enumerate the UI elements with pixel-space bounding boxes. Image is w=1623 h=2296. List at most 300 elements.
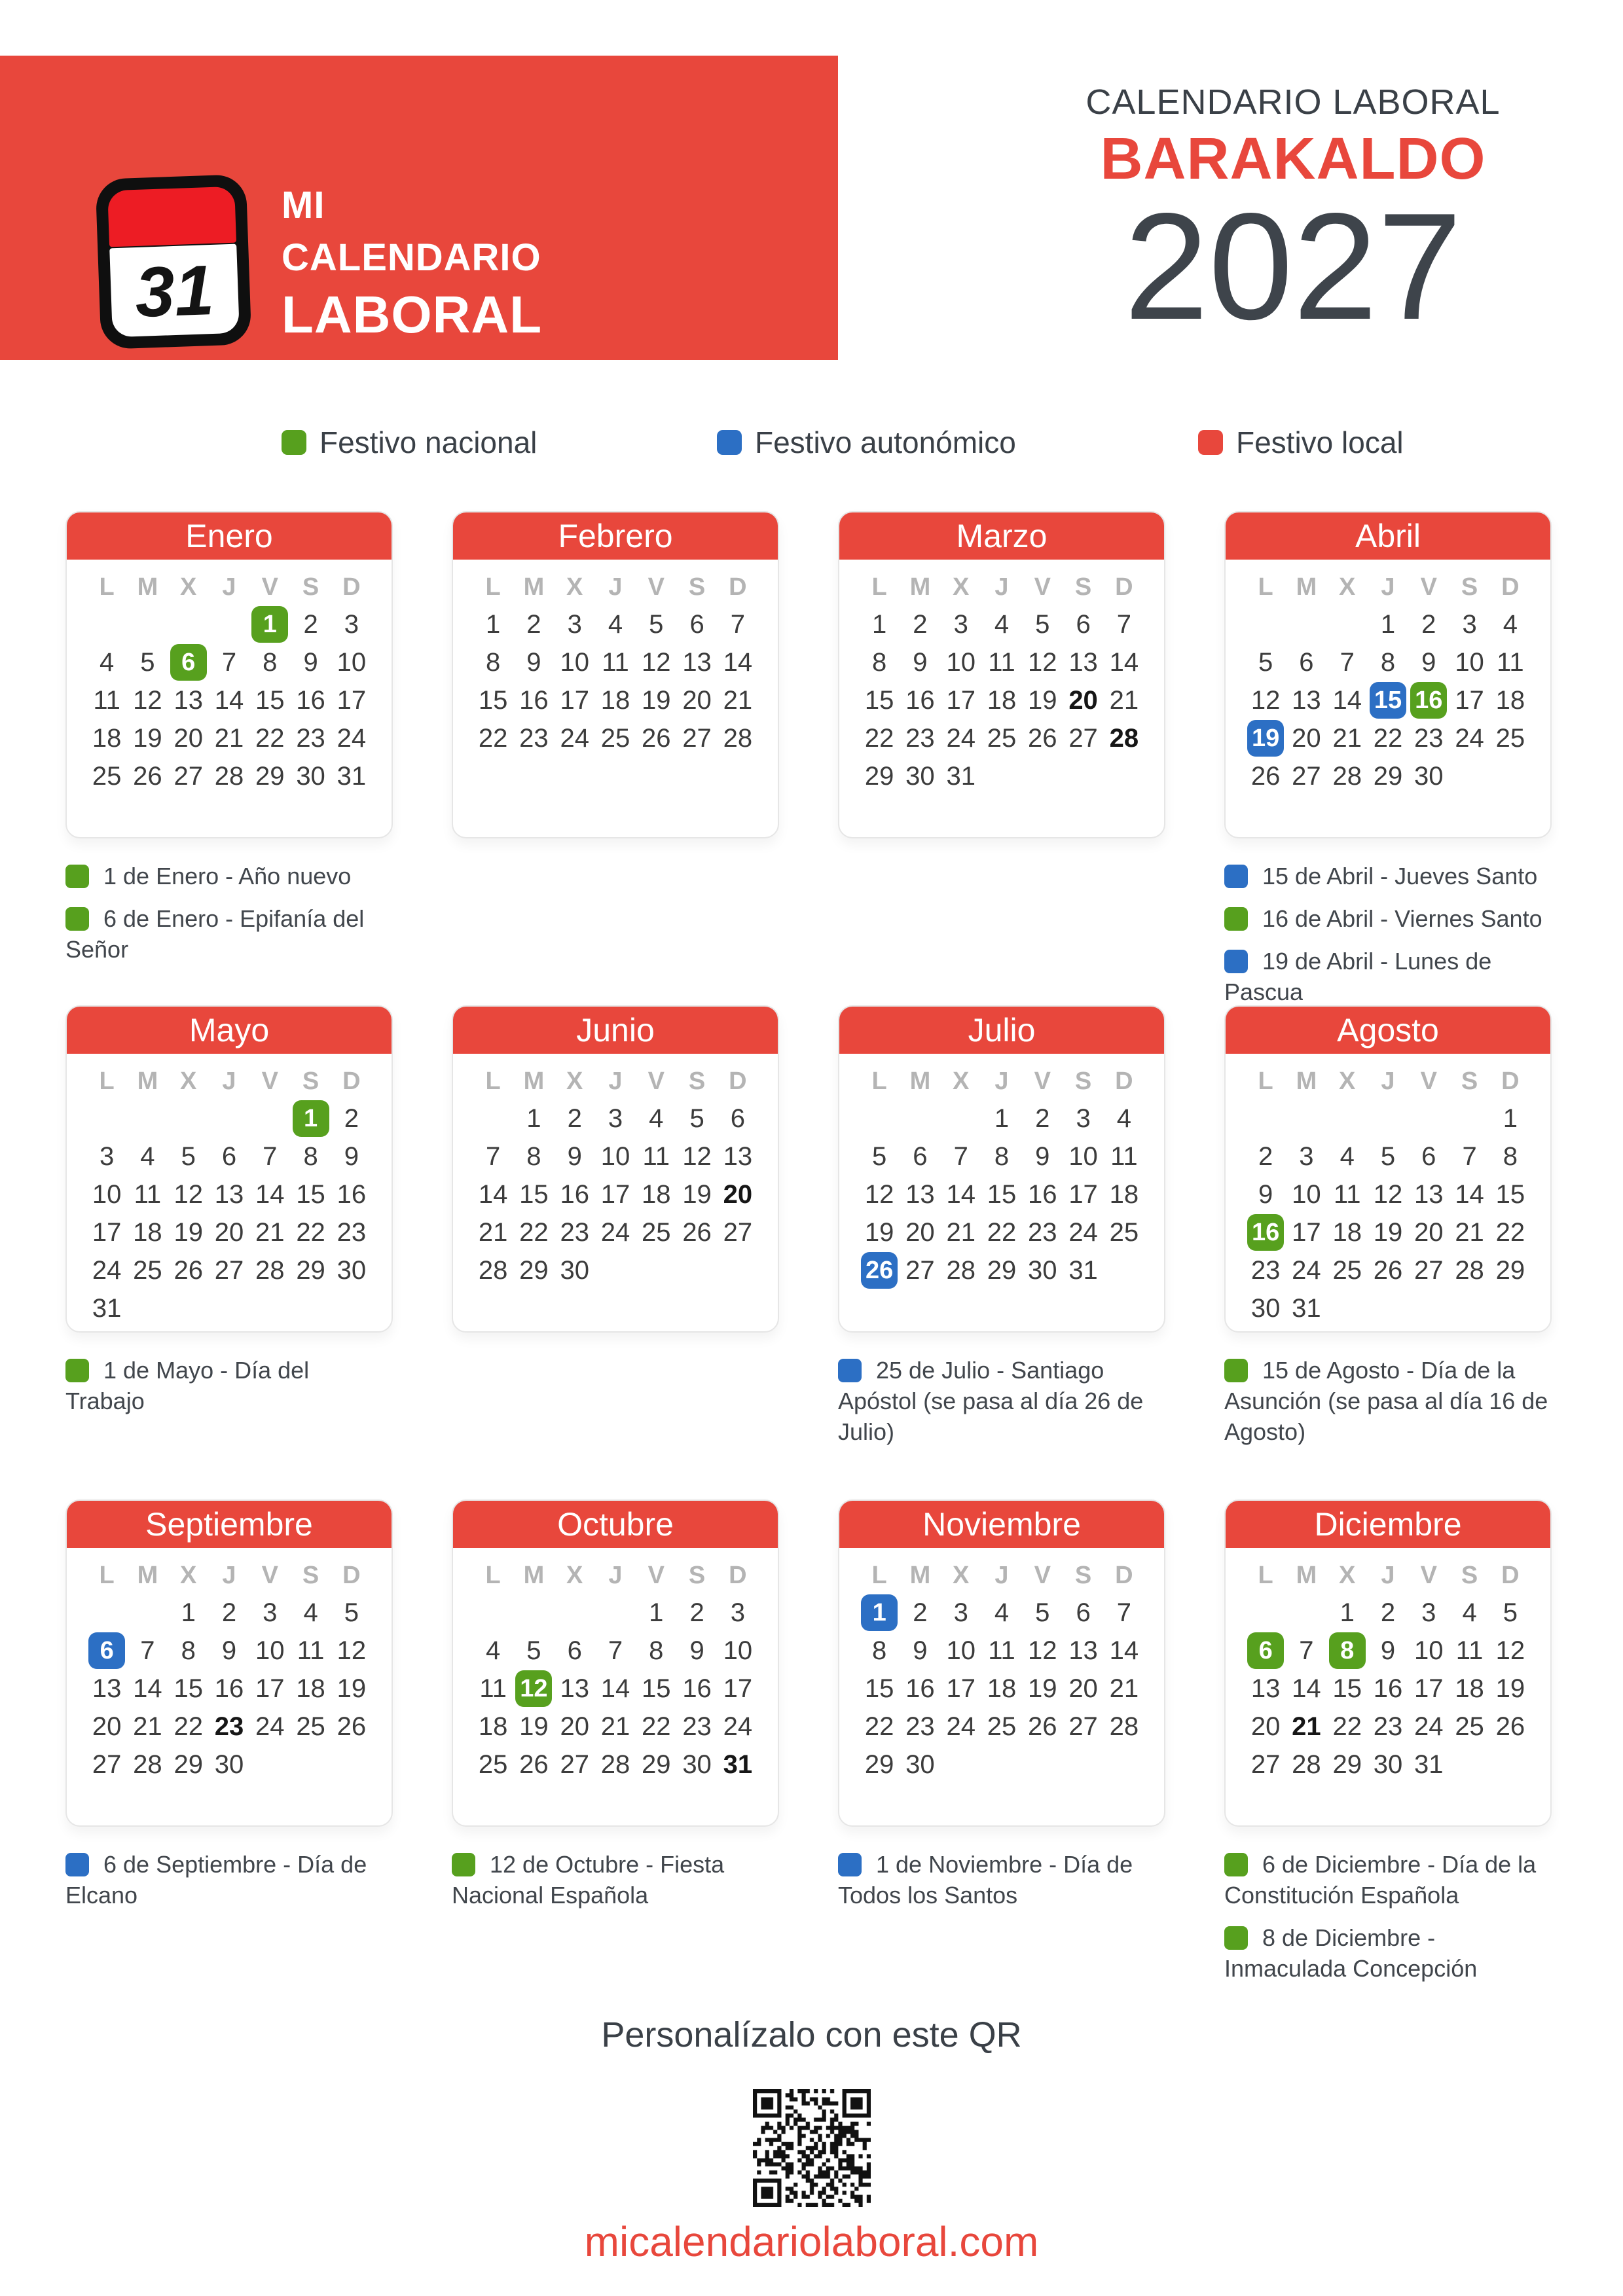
weekday-letter: S [1461, 1067, 1478, 1095]
weekday-letter: S [1074, 1067, 1092, 1095]
date-cell: 11 [1455, 1636, 1484, 1665]
date-cell: 24 [1292, 1255, 1321, 1285]
date-cell: 4 [649, 1103, 664, 1133]
week-row [859, 605, 1144, 643]
date-cell: 15 [478, 685, 508, 715]
week-row [859, 1100, 1144, 1138]
date-cell: 25 [1495, 723, 1525, 753]
date-cell: 8 [526, 1141, 541, 1171]
month-header [453, 1007, 778, 1054]
month-body [67, 560, 392, 795]
date-cell: 22 [864, 1712, 894, 1741]
month-card [838, 1499, 1165, 1827]
week-row [86, 605, 372, 643]
date-cell: 17 [255, 1674, 285, 1703]
month-notes [1224, 1849, 1552, 1984]
week-row [473, 605, 758, 643]
week-row [859, 643, 1144, 681]
month-card [1224, 1005, 1552, 1333]
date-cell: 7 [263, 1141, 278, 1171]
week-row [1245, 1289, 1531, 1327]
date-cell: 12 [642, 647, 671, 677]
weekday-letter: X [180, 573, 197, 601]
date-cell: 5 [526, 1636, 541, 1665]
month-slot-octubre [452, 1499, 779, 1994]
date-cell: 20 [723, 1179, 753, 1209]
week-row [859, 1175, 1144, 1213]
week-row [86, 643, 372, 681]
date-cell: 11 [1497, 647, 1524, 677]
date-cell: 4 [100, 647, 115, 677]
date-cell: 28 [1109, 723, 1139, 753]
date-cell: 23 [1028, 1217, 1057, 1247]
date-cell: 21 [255, 1217, 285, 1247]
date-cell: 27 [214, 1255, 244, 1285]
date-cell [1368, 682, 1408, 719]
week-row [86, 1251, 372, 1289]
date-cell: 10 [1068, 1141, 1098, 1171]
weekday-row [1245, 569, 1531, 605]
date-cell: 17 [1292, 1217, 1321, 1247]
qr-caption: Personalízalo con este QR [601, 2015, 1022, 2054]
weekday-row [86, 1557, 372, 1594]
date-cell: 9 [1380, 1636, 1396, 1665]
date-cell: 24 [1414, 1712, 1444, 1741]
date-cell: 18 [478, 1712, 508, 1741]
date-cell: 15 [1495, 1179, 1525, 1209]
weekday-letter: D [729, 573, 747, 601]
weekday-letter: V [647, 573, 665, 601]
date-cell: 28 [1332, 761, 1362, 791]
week-row [859, 1670, 1144, 1708]
date-cell: 11 [988, 1636, 1015, 1665]
weekday-letter: V [1034, 1067, 1051, 1095]
legend-label-local: Festivo local [1236, 425, 1404, 459]
date-cell: 26 [173, 1255, 203, 1285]
date-cell: 15 [296, 1179, 325, 1209]
date-cell: 30 [1373, 1749, 1403, 1779]
date-cell: 22 [1373, 723, 1403, 753]
date-cell: 2 [526, 609, 541, 639]
date-cell: 30 [1028, 1255, 1057, 1285]
date-cell: 31 [723, 1749, 753, 1779]
date-cell: 27 [723, 1217, 753, 1247]
month-title: Enero [185, 518, 273, 554]
weekday-letter: L [1258, 1067, 1273, 1095]
date-cell: 12 [1373, 1179, 1403, 1209]
date-cell: 23 [519, 723, 549, 753]
date-cell: 21 [946, 1217, 976, 1247]
date-cell: 29 [864, 761, 894, 791]
date-cell: 18 [92, 723, 122, 753]
date-cell: 21 [1109, 1674, 1139, 1703]
date-cell: 26 [1373, 1255, 1403, 1285]
masthead-city: BARAKALDO [1100, 126, 1486, 192]
autonomic-holiday-badge: 15 [1370, 682, 1406, 719]
weekday-row [859, 1063, 1144, 1100]
holiday-note [838, 1849, 1165, 1910]
weekday-letter: M [137, 573, 158, 601]
date-cell: 20 [173, 723, 203, 753]
weekday-letter: S [688, 573, 706, 601]
week-row [86, 1594, 372, 1632]
week-row [473, 681, 758, 719]
national-color-swatch [1224, 1359, 1248, 1382]
weekday-letter: L [871, 1067, 887, 1095]
date-cell: 8 [994, 1141, 1010, 1171]
date-cell: 27 [1414, 1255, 1444, 1285]
date-cell: 25 [1455, 1712, 1484, 1741]
date-cell: 5 [1035, 1598, 1050, 1627]
date-cell: 23 [214, 1712, 244, 1741]
autonomic-color-swatch [1224, 950, 1248, 973]
week-row [1245, 1138, 1531, 1175]
date-cell: 27 [173, 761, 203, 791]
date-cell: 11 [602, 647, 629, 677]
date-cell: 17 [946, 685, 976, 715]
date-cell: 23 [682, 1712, 712, 1741]
week-row [1245, 719, 1531, 757]
month-header [1226, 512, 1550, 560]
weekday-letter: J [222, 1067, 236, 1095]
month-card [452, 1005, 779, 1333]
date-cell: 9 [913, 1636, 928, 1665]
date-cell: 14 [1109, 647, 1139, 677]
date-cell: 14 [255, 1179, 285, 1209]
date-cell: 2 [303, 609, 318, 639]
date-cell: 5 [689, 1103, 704, 1133]
weeks [859, 1100, 1144, 1289]
date-cell: 16 [1373, 1674, 1403, 1703]
date-cell: 9 [567, 1141, 582, 1171]
week-row [473, 1632, 758, 1670]
date-cell: 29 [255, 761, 285, 791]
weekday-letter: X [1339, 1561, 1356, 1589]
week-row [473, 1746, 758, 1784]
date-cell: 4 [1462, 1598, 1477, 1627]
date-cell: 12 [337, 1636, 367, 1665]
date-cell: 6 [689, 609, 704, 639]
legend-item-autonomic [717, 427, 1016, 458]
weekday-letter: D [1115, 573, 1133, 601]
month-header [839, 1501, 1164, 1548]
date-cell: 3 [1299, 1141, 1314, 1171]
weekday-letter: X [566, 1067, 583, 1095]
date-cell: 20 [682, 685, 712, 715]
date-cell: 7 [1340, 647, 1355, 677]
weekday-letter: L [99, 1561, 115, 1589]
date-cell: 27 [905, 1255, 935, 1285]
date-cell: 9 [1035, 1141, 1050, 1171]
weekday-letter: S [1074, 573, 1092, 601]
weekday-letter: J [1381, 1561, 1395, 1589]
date-cell: 3 [1462, 609, 1477, 639]
date-cell: 17 [1455, 685, 1484, 715]
date-cell: 25 [92, 761, 122, 791]
date-cell: 3 [100, 1141, 115, 1171]
weeks [86, 1100, 372, 1327]
date-cell: 20 [1068, 685, 1098, 715]
week-row [1245, 1100, 1531, 1138]
date-cell: 2 [1380, 1598, 1396, 1627]
date-cell: 11 [1333, 1179, 1361, 1209]
date-cell: 23 [1414, 723, 1444, 753]
date-cell: 4 [486, 1636, 501, 1665]
date-cell [859, 1252, 900, 1289]
date-cell: 31 [1414, 1749, 1444, 1779]
weekday-letter: L [1258, 1561, 1273, 1589]
date-cell: 24 [1455, 723, 1484, 753]
date-cell: 23 [296, 723, 325, 753]
date-cell: 24 [337, 723, 367, 753]
date-cell: 16 [296, 685, 325, 715]
month-slot-noviembre [838, 1499, 1165, 1994]
date-cell: 30 [296, 761, 325, 791]
date-cell: 9 [344, 1141, 359, 1171]
date-cell: 19 [864, 1217, 894, 1247]
date-cell: 1 [872, 609, 887, 639]
month-title: Diciembre [1314, 1506, 1462, 1543]
date-cell: 19 [1028, 685, 1057, 715]
date-cell: 9 [689, 1636, 704, 1665]
date-cell: 23 [905, 723, 935, 753]
weekday-letter: J [222, 573, 236, 601]
date-cell: 28 [1455, 1255, 1484, 1285]
national-color-swatch [65, 1359, 89, 1382]
weekday-row [473, 1557, 758, 1594]
date-cell: 18 [296, 1674, 325, 1703]
weekday-letter: M [1296, 1067, 1317, 1095]
weekday-letter: J [994, 573, 1009, 601]
date-cell: 19 [173, 1217, 203, 1247]
legend-label-autonomic: Festivo autonómico [755, 425, 1016, 459]
month-title: Marzo [956, 518, 1048, 554]
date-cell: 21 [478, 1217, 508, 1247]
autonomic-holiday-badge: 26 [861, 1252, 898, 1289]
date-cell: 11 [642, 1141, 670, 1171]
holiday-note-text: 1 de Enero - Año nuevo [103, 863, 352, 889]
month-title: Junio [576, 1012, 655, 1049]
month-slot-mayo [65, 1005, 393, 1499]
weeks [473, 1594, 758, 1784]
date-cell: 25 [1332, 1255, 1362, 1285]
date-cell: 1 [1340, 1598, 1355, 1627]
week-row [86, 1632, 372, 1670]
date-cell: 13 [173, 685, 203, 715]
week-row [473, 719, 758, 757]
date-cell [168, 644, 209, 681]
date-cell: 18 [987, 1674, 1017, 1703]
week-row [859, 757, 1144, 795]
weekday-letter: V [261, 1067, 278, 1095]
weekday-row [1245, 1557, 1531, 1594]
month-card [65, 511, 393, 838]
date-cell: 26 [519, 1749, 549, 1779]
month-card [452, 511, 779, 838]
holiday-note-text: 12 de Octubre - Fiesta Nacional Española [452, 1851, 725, 1909]
date-cell: 29 [864, 1749, 894, 1779]
weekday-letter: M [137, 1561, 158, 1589]
week-row [86, 757, 372, 795]
week-row [473, 643, 758, 681]
weekday-letter: D [1115, 1067, 1133, 1095]
date-cell: 7 [608, 1636, 623, 1665]
date-cell: 22 [987, 1217, 1017, 1247]
autonomic-color-swatch [838, 1359, 862, 1382]
date-cell: 27 [1068, 723, 1098, 753]
date-cell: 5 [344, 1598, 359, 1627]
month-title: Mayo [189, 1012, 270, 1049]
month-card [838, 1005, 1165, 1333]
date-cell: 2 [567, 1103, 582, 1133]
week-row [1245, 1670, 1531, 1708]
month-header [67, 512, 392, 560]
date-cell: 8 [181, 1636, 196, 1665]
holiday-note-text: 16 de Abril - Viernes Santo [1262, 905, 1542, 932]
date-cell: 28 [600, 1749, 630, 1779]
date-cell: 30 [214, 1749, 244, 1779]
week-row [86, 1708, 372, 1746]
month-title: Abril [1355, 518, 1421, 554]
date-cell: 19 [642, 685, 671, 715]
date-cell: 15 [642, 1674, 671, 1703]
weeks [1245, 605, 1531, 795]
date-cell: 16 [560, 1179, 589, 1209]
date-cell: 14 [1332, 685, 1362, 715]
week-row [1245, 1632, 1531, 1670]
date-cell [1245, 720, 1286, 757]
month-body [839, 1054, 1164, 1289]
date-cell: 30 [337, 1255, 367, 1285]
month-title: Julio [968, 1012, 1036, 1049]
date-cell: 13 [723, 1141, 753, 1171]
date-cell: 6 [221, 1141, 237, 1171]
date-cell [1408, 682, 1449, 719]
date-cell: 20 [560, 1712, 589, 1741]
date-cell: 13 [1068, 1636, 1098, 1665]
date-cell: 23 [1373, 1712, 1403, 1741]
date-cell: 3 [953, 609, 968, 639]
weekday-letter: M [909, 573, 931, 601]
holiday-note-text: 15 de Abril - Jueves Santo [1262, 863, 1538, 889]
date-cell: 10 [1414, 1636, 1444, 1665]
date-cell: 4 [303, 1598, 318, 1627]
date-cell: 4 [608, 609, 623, 639]
national-holiday-badge: 1 [293, 1100, 329, 1137]
date-cell [290, 1100, 331, 1137]
date-cell: 8 [303, 1141, 318, 1171]
date-cell: 5 [181, 1141, 196, 1171]
date-cell: 12 [1495, 1636, 1525, 1665]
date-cell: 26 [1028, 1712, 1057, 1741]
brand-wordmark [282, 184, 543, 344]
date-cell: 18 [642, 1179, 671, 1209]
holiday-note [1224, 1355, 1552, 1447]
weekday-letter: D [342, 1561, 361, 1589]
weekday-letter: M [523, 573, 545, 601]
weekday-letter: X [953, 1067, 970, 1095]
date-cell: 21 [1109, 685, 1139, 715]
date-cell: 10 [600, 1141, 630, 1171]
date-cell: 13 [1292, 685, 1321, 715]
date-cell: 14 [478, 1179, 508, 1209]
week-row [1245, 643, 1531, 681]
week-row [859, 1746, 1144, 1784]
weekday-letter: M [137, 1067, 158, 1095]
date-cell: 5 [1035, 609, 1050, 639]
date-cell: 28 [723, 723, 753, 753]
date-cell: 28 [946, 1255, 976, 1285]
date-cell: 29 [987, 1255, 1017, 1285]
date-cell: 21 [1292, 1712, 1321, 1741]
date-cell: 3 [1421, 1598, 1436, 1627]
brand-line-mi: MI [282, 184, 325, 226]
week-row [859, 1708, 1144, 1746]
date-cell: 3 [344, 609, 359, 639]
date-cell: 14 [600, 1674, 630, 1703]
date-cell: 22 [296, 1217, 325, 1247]
weekday-letter: D [1115, 1561, 1133, 1589]
weekday-row [1245, 1063, 1531, 1100]
local-color-swatch [1198, 430, 1223, 455]
date-cell: 4 [140, 1141, 155, 1171]
autonomic-color-swatch [838, 1853, 862, 1876]
date-cell: 20 [1414, 1217, 1444, 1247]
week-row [86, 1289, 372, 1327]
weekday-letter: L [485, 1067, 501, 1095]
date-cell: 13 [905, 1179, 935, 1209]
national-holiday-badge: 8 [1329, 1632, 1366, 1669]
weekday-letter: J [608, 1561, 623, 1589]
month-slot-julio [838, 1005, 1165, 1499]
date-cell: 17 [1068, 1179, 1098, 1209]
date-cell: 25 [642, 1217, 671, 1247]
week-row [473, 1213, 758, 1251]
autonomic-color-swatch [717, 430, 742, 455]
week-row [1245, 1708, 1531, 1746]
date-cell: 17 [337, 685, 367, 715]
national-color-swatch [1224, 1926, 1248, 1950]
month-title: Noviembre [922, 1506, 1081, 1543]
week-row [859, 1213, 1144, 1251]
date-cell: 30 [905, 761, 935, 791]
weekday-letter: V [1034, 573, 1051, 601]
date-cell: 24 [600, 1217, 630, 1247]
month-title: Febrero [558, 518, 673, 554]
legend-item-national [282, 427, 537, 458]
weekday-letter: X [1339, 1067, 1356, 1095]
date-cell: 22 [255, 723, 285, 753]
date-cell: 11 [297, 1636, 325, 1665]
weekday-letter: L [871, 1561, 887, 1589]
national-color-swatch [65, 907, 89, 931]
weeks [473, 605, 758, 757]
weekday-letter: J [1381, 573, 1395, 601]
week-row [86, 1213, 372, 1251]
date-cell: 24 [560, 723, 589, 753]
date-cell: 7 [1116, 609, 1131, 639]
date-cell: 21 [214, 723, 244, 753]
date-cell: 4 [1116, 1103, 1131, 1133]
week-row [86, 1138, 372, 1175]
weekday-letter: X [180, 1561, 197, 1589]
month-body [453, 1548, 778, 1784]
month-body [839, 1548, 1164, 1784]
date-cell: 7 [953, 1141, 968, 1171]
holiday-note-text: 25 de Julio - Santiago Apóstol (se pasa al día 26 de Julio) [838, 1357, 1144, 1445]
date-cell: 6 [730, 1103, 745, 1133]
date-cell: 24 [723, 1712, 753, 1741]
